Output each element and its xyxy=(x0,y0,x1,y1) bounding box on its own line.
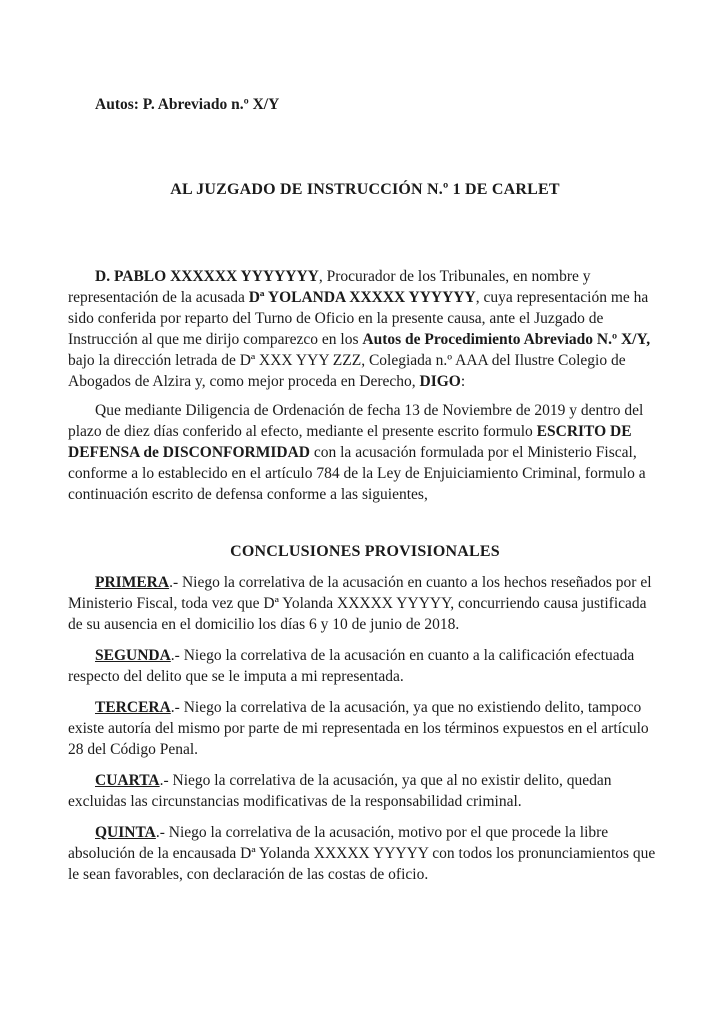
paragraph-intro xyxy=(68,400,662,505)
text-segment: QUINTA xyxy=(95,824,156,841)
text-segment: : xyxy=(460,373,466,390)
text-segment: Dª YOLANDA XXXXX YYYYYY xyxy=(248,289,476,306)
text-segment: SEGUNDA xyxy=(95,647,171,664)
text-segment: .- Niego la correlativa de la acusación en cuanto a la calificación efectuada respecto del delito que se le imputa a mi representada. xyxy=(68,647,635,685)
text-segment: DIGO xyxy=(419,373,461,390)
text-segment: .- Niego la correlativa de la acusación en cuanto a los hechos reseñados por el Ministerio Fiscal, toda vez que Dª Yolanda XXXXX YYYYY, concurriendo causa justificada de su ausencia en el domicilio los días 6 y 10 de junio de 2018. xyxy=(68,574,652,633)
text-segment: Que mediante Diligencia de Ordenación de fecha 13 de Noviembre de 2019 y dentro del plazo de diez días conferido al efecto, mediante el presente escrito formulo xyxy=(68,402,644,440)
conclusion-cuarta xyxy=(68,770,662,812)
text-segment: CUARTA xyxy=(95,772,160,789)
text-segment: .- Niego la correlativa de la acusación, ya que no existiendo delito, tampoco existe autoría del mismo por parte de mi representada en los términos expuestos en el artículo 28 del Código Penal. xyxy=(68,699,649,758)
text-segment: D. PABLO XXXXXX YYYYYYY xyxy=(95,268,319,285)
text-segment: .- Niego la correlativa de la acusación, ya que al no existir delito, quedan excluidas las circunstancias modificativas de la responsabilidad criminal. xyxy=(68,772,612,810)
text-segment: Autos de Procedimiento Abreviado N.º X/Y, xyxy=(362,331,651,348)
text-segment: con la acusación formulada por el Ministerio Fiscal, conforme a lo establecido en el artículo 784 de la Ley de Enjuiciamiento Criminal, formulo a continuación escrito de defensa conforme a las siguientes, xyxy=(68,444,646,503)
conclusion-tercera xyxy=(68,697,662,760)
case-reference: Autos: P. Abreviado n.º X/Y xyxy=(95,96,280,113)
paragraph-appearance xyxy=(68,266,662,392)
conclusion-segunda xyxy=(68,645,662,687)
text-segment: TERCERA xyxy=(95,699,171,716)
text-segment: , cuya representación me ha sido conferida por reparto del Turno de Oficio en la presente causa, ante el Juzgado de Instrucción al que me dirijo comparezco en los xyxy=(68,289,649,348)
text-segment: PRIMERA xyxy=(95,574,170,591)
section-heading-conclusiones: CONCLUSIONES PROVISIONALES xyxy=(230,543,500,560)
text-segment: bajo la dirección letrada de Dª XXX YYY ZZZ, Colegiada n.º AAA del Ilustre Colegio de Abogados de Alzira y, como mejor proceda en Derecho, xyxy=(68,352,626,390)
court-heading: AL JUZGADO DE INSTRUCCIÓN N.º 1 DE CARLET xyxy=(170,181,560,198)
text-segment: .- Niego la correlativa de la acusación, motivo por el que procede la libre absolución de la encausada Dª Yolanda XXXXX YYYYY con todos los pronunciamientos que le sean favorables, con declaración de las costas de oficio. xyxy=(68,824,656,883)
conclusion-primera xyxy=(68,572,662,635)
conclusion-quinta xyxy=(68,822,662,885)
text-segment: , Procurador de los Tribunales, en nombre y representación de la acusada xyxy=(68,268,591,306)
text-segment: ESCRITO DE DEFENSA de DISCONFORMIDAD xyxy=(68,423,632,461)
